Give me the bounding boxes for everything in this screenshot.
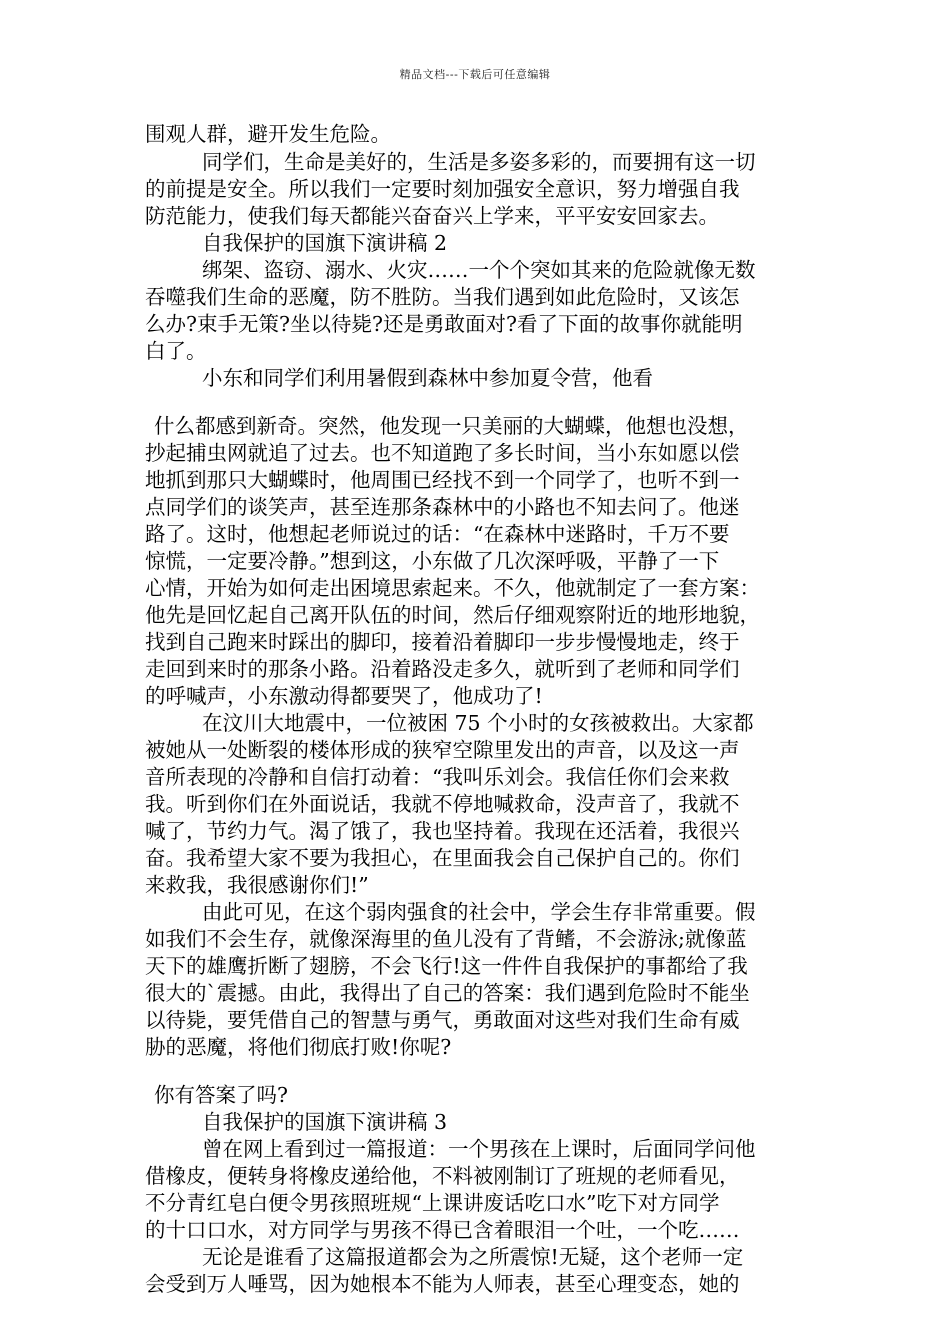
text-line: 点同学们的谈笑声，甚至连那条森林中的小路也不知去问了。他迷 — [145, 495, 740, 519]
text-line: 天下的雄鹰折断了翅膀，不会飞行!这一件件自我保护的事都给了我 — [145, 954, 748, 978]
text-line: 的十口口水，对方同学与男孩不得已含着眼泪一个吐，一个吃…… — [145, 1218, 740, 1242]
text-line: 绑架、盗窃、溺水、火灾……一个个突如其来的危险就像无数 — [202, 258, 756, 282]
section-heading: 自我保护的国旗下演讲稿 3 — [202, 1110, 448, 1134]
text-line: 如我们不会生存，就像深海里的鱼儿没有了背鳍，不会游泳;就像蓝 — [145, 927, 747, 951]
text-line: 以待毙，要凭借自己的智慧与勇气，勇敢面对这些对我们生命有威 — [145, 1008, 740, 1032]
text-line: 什么都感到新奇。突然，他发现一只美丽的大蝴蝶，他想也没想， — [154, 414, 749, 438]
text-line: 很大的`震撼。由此，我得出了自己的答案：我们遇到危险时不能坐 — [145, 981, 750, 1005]
text-line: 围观人群，避开发生危险。 — [145, 122, 391, 146]
text-line: 防范能力，使我们每天都能兴奋奋兴上学来，平平安安回家去。 — [145, 204, 719, 228]
text-line: 吞噬我们生命的恶魔，防不胜防。当我们遇到如此危险时，又该怎 — [145, 285, 740, 309]
text-line: 奋。我希望大家不要为我担心，在里面我会自己保护自己的。你们 — [145, 846, 740, 870]
text-line: 胁的恶魔，将他们彻底打败!你呢? — [145, 1035, 452, 1059]
text-line: 不分青红皂白便令男孩照班规“上课讲废话吃口水”吃下对方同学 — [145, 1191, 720, 1215]
text-line: 找到自己跑来时踩出的脚印，接着沿着脚印一步步慢慢地走，终于 — [145, 630, 740, 654]
text-line: 的呼喊声，小东激动得都要哭了，他成功了! — [145, 684, 543, 708]
text-line: 被她从一处断裂的楼体形成的狭窄空隙里发出的声音，以及这一声 — [145, 738, 740, 762]
text-line: 的前提是安全。所以我们一定要时刻加强安全意识，努力增强自我 — [145, 177, 740, 201]
text-line: 你有答案了吗? — [154, 1083, 288, 1107]
text-line: 由此可见，在这个弱肉强食的社会中，学会生存非常重要。假 — [202, 900, 756, 924]
text-line: 么办?束手无策?坐以待毙?还是勇敢面对?看了下面的故事你就能明 — [145, 312, 743, 336]
text-line: 小东和同学们利用暑假到森林中参加夏令营，他看 — [202, 366, 653, 390]
text-line: 会受到万人唾骂，因为她根本不能为人师表，甚至心理变态，她的 — [145, 1272, 740, 1296]
text-line: 惊慌，一定要冷静。”想到这，小东做了几次深呼吸，平静了一下 — [145, 549, 720, 573]
text-line: 在汶川大地震中，一位被困 75 个小时的女孩被救出。大家都 — [202, 711, 754, 735]
text-line: 走回到来时的那条小路。沿着路没走多久，就听到了老师和同学们 — [145, 657, 740, 681]
text-line: 抄起捕虫网就追了过去。也不知道跑了多长时间，当小东如愿以偿 — [145, 441, 740, 465]
text-line: 他先是回忆起自己离开队伍的时间，然后仔细观察附近的地形地貌， — [145, 603, 760, 627]
text-line: 借橡皮，便转身将橡皮递给他，不料被刚制订了班规的老师看见， — [145, 1164, 740, 1188]
text-line: 地抓到那只大蝴蝶时，他周围已经找不到一个同学了，也听不到一 — [145, 468, 740, 492]
text-line: 喊了，节约力气。渴了饿了，我也坚持着。我现在还活着，我很兴 — [145, 819, 740, 843]
text-line: 来救我，我很感谢你们!” — [145, 873, 369, 897]
text-line: 白了。 — [145, 339, 207, 363]
text-line: 音所表现的冷静和自信打动着：“我叫乐刘会。我信任你们会来救 — [145, 765, 730, 789]
text-line: 心情，开始为如何走出困境思索起来。不久，他就制定了一套方案： — [145, 576, 760, 600]
text-line: 同学们，生命是美好的，生活是多姿多彩的，而要拥有这一切 — [202, 150, 756, 174]
text-line: 路了。这时，他想起老师说过的话：“在森林中迷路时，千万不要 — [145, 522, 730, 546]
text-line: 曾在网上看到过一篇报道：一个男孩在上课时，后面同学问他 — [202, 1137, 756, 1161]
section-heading: 自我保护的国旗下演讲稿 2 — [202, 231, 448, 255]
page-header: 精品文档---下载后可任意编辑 — [399, 68, 551, 81]
text-line: 无论是谁看了这篇报道都会为之所震惊!无疑，这个老师一定 — [202, 1245, 744, 1269]
text-line: 我。听到你们在外面说话，我就不停地喊救命，没声音了，我就不 — [145, 792, 740, 816]
